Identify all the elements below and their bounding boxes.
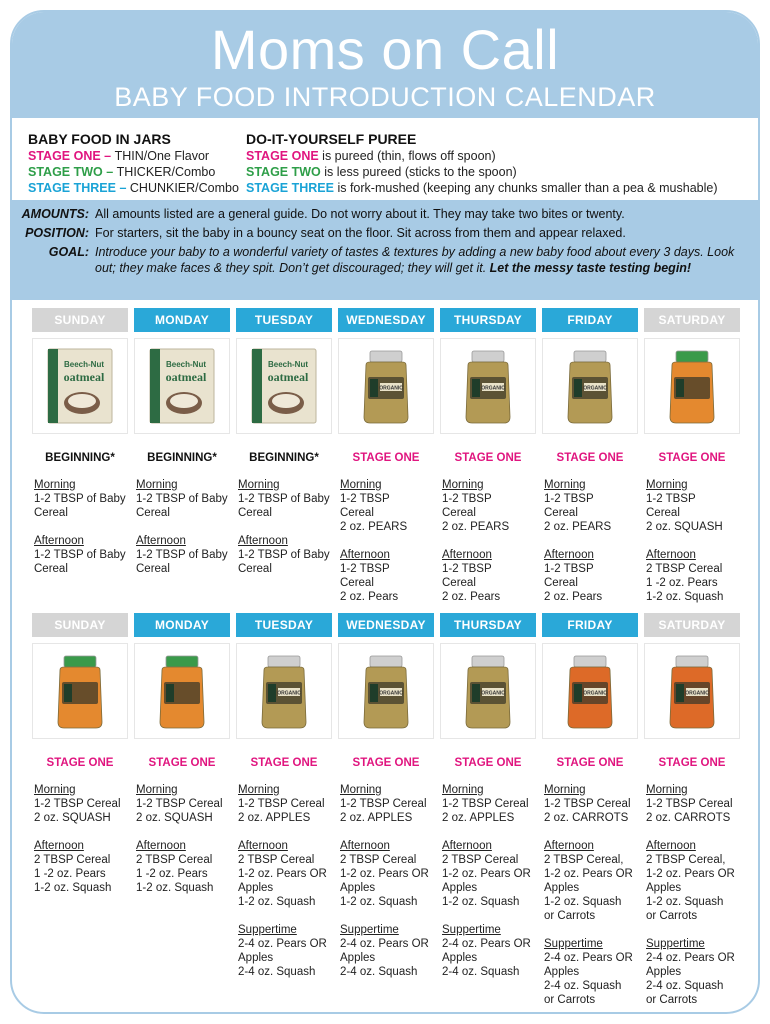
meal-item: 1-2 TBSP Cereal — [238, 798, 325, 810]
meal-item: 1-2 oz. Pears OR — [340, 868, 429, 880]
day-column-tuesday — [236, 308, 332, 576]
product-image — [134, 338, 230, 434]
meal-heading: Morning — [646, 479, 688, 491]
meal-list — [236, 478, 332, 576]
stage-label: STAGE ONE — [352, 452, 420, 464]
meal-item: Cereal — [544, 507, 578, 519]
meal-item: 1-2 TBSP Cereal — [340, 798, 427, 810]
calendar-frame — [10, 10, 760, 1014]
goal-label: GOAL: — [48, 245, 89, 259]
product-image — [644, 338, 740, 434]
svg-text:Beech-Nut: Beech-Nut — [63, 360, 105, 369]
meal-list — [644, 783, 740, 1007]
meal-item: 1-2 oz. Squash — [646, 896, 724, 908]
jar-apple-image — [244, 648, 324, 734]
diy-line: STAGE ONE is pureed (thin, flows off spoon) — [246, 149, 496, 163]
product-image — [236, 643, 332, 739]
day-header: SUNDAY — [32, 308, 128, 332]
svg-text:oatmeal: oatmeal — [267, 370, 309, 384]
meal-item: 1-2 TBSP — [646, 493, 696, 505]
meal-item: Cereal — [238, 563, 272, 575]
meal-heading: Afternoon — [238, 840, 288, 852]
meal-list — [542, 478, 638, 604]
meal-item: 2 oz. APPLES — [238, 812, 311, 824]
meal-heading: Afternoon — [544, 840, 594, 852]
food-types-section — [12, 118, 758, 200]
day-column-saturday — [644, 308, 740, 604]
cereal-box-image — [40, 343, 120, 429]
meal-item: 1 -2 oz. Pears — [34, 868, 106, 880]
meal-heading: Afternoon — [646, 840, 696, 852]
meal-item: or Carrots — [544, 910, 596, 922]
meal-heading: Morning — [238, 479, 280, 491]
meal-item: Cereal — [136, 507, 170, 519]
meal-heading: Morning — [136, 479, 178, 491]
meal-heading: Suppertime — [544, 938, 603, 950]
jars-line: STAGE TWO – THICKER/Combo — [28, 165, 216, 179]
meal-item: 2 oz. Pears — [544, 591, 603, 603]
meal-item: 2 oz. SQUASH — [136, 812, 213, 824]
meal-item: Apples — [442, 952, 478, 964]
meal-item: Cereal — [238, 507, 272, 519]
meal-list — [542, 783, 638, 1007]
meal-item: 2 TBSP Cereal, — [544, 854, 624, 866]
meal-item: 1-2 oz. Squash — [646, 591, 724, 603]
stage-label: STAGE ONE — [556, 757, 624, 769]
meal-item: 1-2 TBSP — [442, 563, 492, 575]
meal-item: or Carrots — [544, 994, 596, 1006]
meal-heading: Morning — [442, 784, 484, 796]
meal-item: 1-2 TBSP — [544, 493, 594, 505]
meal-item: Apples — [544, 882, 580, 894]
goal-note — [12, 244, 758, 276]
day-header: SATURDAY — [644, 308, 740, 332]
stage-label: STAGE ONE — [250, 757, 318, 769]
meal-item: Apples — [238, 882, 274, 894]
meal-item: 1-2 TBSP — [340, 563, 390, 575]
jar-carrot-image — [550, 648, 630, 734]
meal-heading: Afternoon — [34, 535, 84, 547]
meal-list — [440, 783, 536, 979]
day-column-sunday — [32, 613, 128, 895]
diy-line: STAGE TWO is less pureed (sticks to the spoon) — [246, 165, 517, 179]
meal-heading: Morning — [34, 479, 76, 491]
product-image — [440, 338, 536, 434]
meal-item: Apples — [340, 882, 376, 894]
day-header: TUESDAY — [236, 613, 332, 637]
product-image — [32, 338, 128, 434]
meal-item: 1-2 oz. Pears OR — [544, 868, 633, 880]
product-image — [644, 643, 740, 739]
meal-heading: Afternoon — [442, 549, 492, 561]
meal-item: 1-2 oz. Squash — [136, 882, 214, 894]
meal-item: 1-2 TBSP Cereal — [544, 798, 631, 810]
day-column-monday — [134, 308, 230, 576]
meal-item: Apples — [646, 882, 682, 894]
meal-heading: Morning — [544, 784, 586, 796]
meal-item: 2 TBSP Cereal — [136, 854, 213, 866]
stage-label: STAGE ONE — [658, 757, 726, 769]
meal-item: 1-2 TBSP Cereal — [646, 798, 733, 810]
diy-column — [246, 130, 756, 196]
jar-pear-image — [346, 343, 426, 429]
day-column-monday — [134, 613, 230, 895]
meal-heading: Morning — [646, 784, 688, 796]
meal-item: Cereal — [136, 563, 170, 575]
meal-item: or Carrots — [646, 910, 698, 922]
svg-text:Beech-Nut: Beech-Nut — [267, 360, 309, 369]
meal-heading: Afternoon — [34, 840, 84, 852]
meal-heading: Morning — [136, 784, 178, 796]
day-header: WEDNESDAY — [338, 613, 434, 637]
meal-heading: Suppertime — [646, 938, 705, 950]
amounts-text: All amounts listed are a general guide. Do not worry about it. They may take two bites or twenty. — [95, 207, 625, 221]
svg-text:ORGANIC: ORGANIC — [481, 690, 505, 697]
day-column-thursday — [440, 613, 536, 979]
meal-item: 2-4 oz. Squash — [442, 966, 520, 978]
meal-list — [134, 478, 230, 576]
meal-item: 2-4 oz. Pears OR — [238, 938, 327, 950]
day-column-friday — [542, 613, 638, 1007]
meal-heading: Suppertime — [238, 924, 297, 936]
svg-text:ORGANIC: ORGANIC — [277, 690, 301, 697]
svg-text:Beech-Nut: Beech-Nut — [165, 360, 207, 369]
meal-item: 1-2 TBSP — [544, 563, 594, 575]
meal-item: 1 -2 oz. Pears — [646, 577, 718, 589]
meal-item: 1-2 TBSP Cereal — [442, 798, 529, 810]
meal-item: 2-4 oz. Pears OR — [442, 938, 531, 950]
meal-heading: Afternoon — [340, 840, 390, 852]
meal-item: 2 oz. SQUASH — [34, 812, 111, 824]
meal-item: 2-4 oz. Squash — [646, 980, 724, 992]
day-column-wednesday — [338, 308, 434, 604]
meal-heading: Afternoon — [136, 535, 186, 547]
meal-list — [644, 478, 740, 604]
day-column-wednesday — [338, 613, 434, 979]
position-label: POSITION: — [25, 226, 89, 240]
meal-item: 1-2 TBSP of Baby — [136, 493, 228, 505]
meal-item: 2 TBSP Cereal — [646, 563, 723, 575]
meal-item: 2 TBSP Cereal — [442, 854, 519, 866]
day-column-tuesday — [236, 613, 332, 979]
meal-item: Cereal — [34, 563, 68, 575]
meal-item: Cereal — [34, 507, 68, 519]
meal-item: Apples — [238, 952, 274, 964]
meal-list — [338, 478, 434, 604]
product-image — [338, 643, 434, 739]
day-header: THURSDAY — [440, 613, 536, 637]
product-image — [236, 338, 332, 434]
svg-text:ORGANIC: ORGANIC — [481, 385, 505, 392]
day-column-sunday — [32, 308, 128, 576]
meal-heading: Afternoon — [646, 549, 696, 561]
meal-item: 1-2 oz. Squash — [544, 896, 622, 908]
svg-text:ORGANIC: ORGANIC — [583, 690, 607, 697]
meal-list — [32, 783, 128, 895]
day-header: SUNDAY — [32, 613, 128, 637]
position-note — [12, 225, 758, 241]
meal-heading: Afternoon — [340, 549, 390, 561]
meal-list — [440, 478, 536, 604]
meal-list — [134, 783, 230, 895]
meal-item: 2-4 oz. Squash — [340, 966, 418, 978]
jars-line: STAGE ONE – THIN/One Flavor — [28, 149, 210, 163]
day-header: MONDAY — [134, 613, 230, 637]
day-column-saturday — [644, 613, 740, 1007]
meal-item: 1-2 oz. Squash — [34, 882, 112, 894]
meal-heading: Morning — [442, 479, 484, 491]
svg-text:oatmeal: oatmeal — [165, 370, 207, 384]
jar-squash-image — [652, 343, 732, 429]
product-image — [134, 643, 230, 739]
meal-item: 1-2 oz. Pears OR — [442, 868, 531, 880]
stage-label: BEGINNING* — [147, 452, 217, 464]
stage-label: STAGE ONE — [352, 757, 420, 769]
meal-list — [236, 783, 332, 979]
jars-line: STAGE THREE – CHUNKIER/Combo — [28, 181, 239, 195]
meal-item: 1-2 TBSP of Baby — [34, 549, 126, 561]
diy-heading: DO-IT-YOURSELF PUREE — [246, 131, 417, 147]
meal-item: 2-4 oz. Pears OR — [544, 952, 633, 964]
jar-squash-image — [40, 648, 120, 734]
meal-item: 1-2 oz. Squash — [442, 896, 520, 908]
meal-item: 2 oz. SQUASH — [646, 521, 723, 533]
svg-text:ORGANIC: ORGANIC — [379, 385, 403, 392]
jar-squash-image — [142, 648, 222, 734]
meal-heading: Afternoon — [544, 549, 594, 561]
meal-item: Cereal — [442, 507, 476, 519]
meal-item: 1-2 oz. Pears OR — [646, 868, 735, 880]
meal-item: Cereal — [340, 507, 374, 519]
product-image — [440, 643, 536, 739]
product-image — [542, 643, 638, 739]
meal-item: 2 TBSP Cereal — [34, 854, 111, 866]
meal-item: Cereal — [544, 577, 578, 589]
stage-label: STAGE ONE — [454, 757, 522, 769]
svg-text:ORGANIC: ORGANIC — [583, 385, 607, 392]
meal-item: 1-2 TBSP Cereal — [136, 798, 223, 810]
meal-list — [32, 478, 128, 576]
meal-item: Cereal — [442, 577, 476, 589]
meal-item: Apples — [646, 966, 682, 978]
meal-item: 2 oz. APPLES — [442, 812, 515, 824]
meal-item: 1-2 TBSP — [442, 493, 492, 505]
meal-heading: Morning — [238, 784, 280, 796]
day-column-friday — [542, 308, 638, 604]
amounts-note — [12, 206, 758, 222]
meal-item: 1-2 TBSP of Baby — [34, 493, 126, 505]
meal-item: 1-2 TBSP Cereal — [34, 798, 121, 810]
jars-column — [28, 130, 238, 196]
meal-heading: Morning — [544, 479, 586, 491]
meal-item: 1-2 oz. Squash — [340, 896, 418, 908]
guidance-notes — [12, 200, 758, 300]
meal-item: 1-2 TBSP of Baby — [238, 493, 330, 505]
meal-item: 2 oz. Pears — [340, 591, 399, 603]
meal-item: 1-2 TBSP of Baby — [136, 549, 228, 561]
meal-item: Cereal — [340, 577, 374, 589]
cereal-box-image — [244, 343, 324, 429]
meal-heading: Suppertime — [442, 924, 501, 936]
jar-pear-image — [550, 343, 630, 429]
meal-item: 2 TBSP Cereal, — [646, 854, 726, 866]
meal-item: 1 -2 oz. Pears — [136, 868, 208, 880]
day-header: FRIDAY — [542, 308, 638, 332]
goal-text: Introduce your baby to a wonderful variety of tastes & textures by adding a new baby food about every 3 days. Look out; they make faces & they spit. Don’t get discouraged; they will get it. Let the messy taste testing begin! — [95, 245, 735, 275]
meal-item: 1-2 oz. Squash — [238, 896, 316, 908]
meal-heading: Morning — [340, 479, 382, 491]
svg-text:ORGANIC: ORGANIC — [685, 690, 709, 697]
position-text: For starters, sit the baby in a bouncy seat on the floor. Sit across from them and appear relaxed. — [95, 226, 626, 240]
jar-pear-image — [448, 343, 528, 429]
jar-carrot-image — [652, 648, 732, 734]
meal-item: Apples — [442, 882, 478, 894]
day-header: WEDNESDAY — [338, 308, 434, 332]
day-column-thursday — [440, 308, 536, 604]
meal-item: or Carrots — [646, 994, 698, 1006]
meal-item: Cereal — [646, 507, 680, 519]
meal-heading: Afternoon — [136, 840, 186, 852]
meal-item: 2 oz. APPLES — [340, 812, 413, 824]
stage-label: STAGE ONE — [148, 757, 216, 769]
product-image — [32, 643, 128, 739]
product-image — [338, 338, 434, 434]
meal-heading: Morning — [34, 784, 76, 796]
product-image — [542, 338, 638, 434]
meal-heading: Afternoon — [442, 840, 492, 852]
meal-item: 2 TBSP Cereal — [340, 854, 417, 866]
meal-item: 1-2 TBSP of Baby — [238, 549, 330, 561]
meal-item: 1-2 oz. Pears OR — [238, 868, 327, 880]
goal-emphasis: Let the messy taste testing begin! — [489, 261, 692, 275]
meal-item: 2 oz. CARROTS — [544, 812, 629, 824]
day-header: THURSDAY — [440, 308, 536, 332]
stage-label: STAGE ONE — [454, 452, 522, 464]
header-band — [12, 12, 758, 118]
meal-heading: Afternoon — [238, 535, 288, 547]
meal-item: 2 oz. PEARS — [442, 521, 510, 533]
day-header: FRIDAY — [542, 613, 638, 637]
day-header: TUESDAY — [236, 308, 332, 332]
page-title: Moms on Call — [210, 18, 560, 81]
jar-apple-image — [448, 648, 528, 734]
meal-item: 2-4 oz. Pears OR — [646, 952, 735, 964]
meal-item: 2 TBSP Cereal — [238, 854, 315, 866]
meal-item: 2 oz. Pears — [442, 591, 501, 603]
page-subtitle: BABY FOOD INTRODUCTION CALENDAR — [114, 82, 656, 112]
meal-item: Apples — [544, 966, 580, 978]
meal-heading: Suppertime — [340, 924, 399, 936]
meal-heading: Morning — [340, 784, 382, 796]
meal-list — [338, 783, 434, 979]
meal-item: 2 oz. CARROTS — [646, 812, 731, 824]
stage-label: BEGINNING* — [45, 452, 115, 464]
day-header: MONDAY — [134, 308, 230, 332]
amounts-label: AMOUNTS: — [21, 207, 89, 221]
meal-item: 2-4 oz. Squash — [238, 966, 316, 978]
meal-item: 1-2 TBSP — [340, 493, 390, 505]
meal-item: 2 oz. PEARS — [544, 521, 612, 533]
meal-item: 2-4 oz. Pears OR — [340, 938, 429, 950]
stage-label: BEGINNING* — [249, 452, 319, 464]
stage-label: STAGE ONE — [556, 452, 624, 464]
jar-apple-image — [346, 648, 426, 734]
cereal-box-image — [142, 343, 222, 429]
meal-item: 2-4 oz. Squash — [544, 980, 622, 992]
stage-label: STAGE ONE — [46, 757, 114, 769]
meal-item: Apples — [340, 952, 376, 964]
day-header: SATURDAY — [644, 613, 740, 637]
stage-label: STAGE ONE — [658, 452, 726, 464]
svg-text:ORGANIC: ORGANIC — [379, 690, 403, 697]
meal-item: 2 oz. PEARS — [340, 521, 408, 533]
jars-heading: BABY FOOD IN JARS — [28, 131, 171, 147]
svg-text:oatmeal: oatmeal — [63, 370, 105, 384]
diy-line: STAGE THREE is fork-mushed (keeping any chunks smaller than a pea & mushable) — [246, 181, 718, 195]
